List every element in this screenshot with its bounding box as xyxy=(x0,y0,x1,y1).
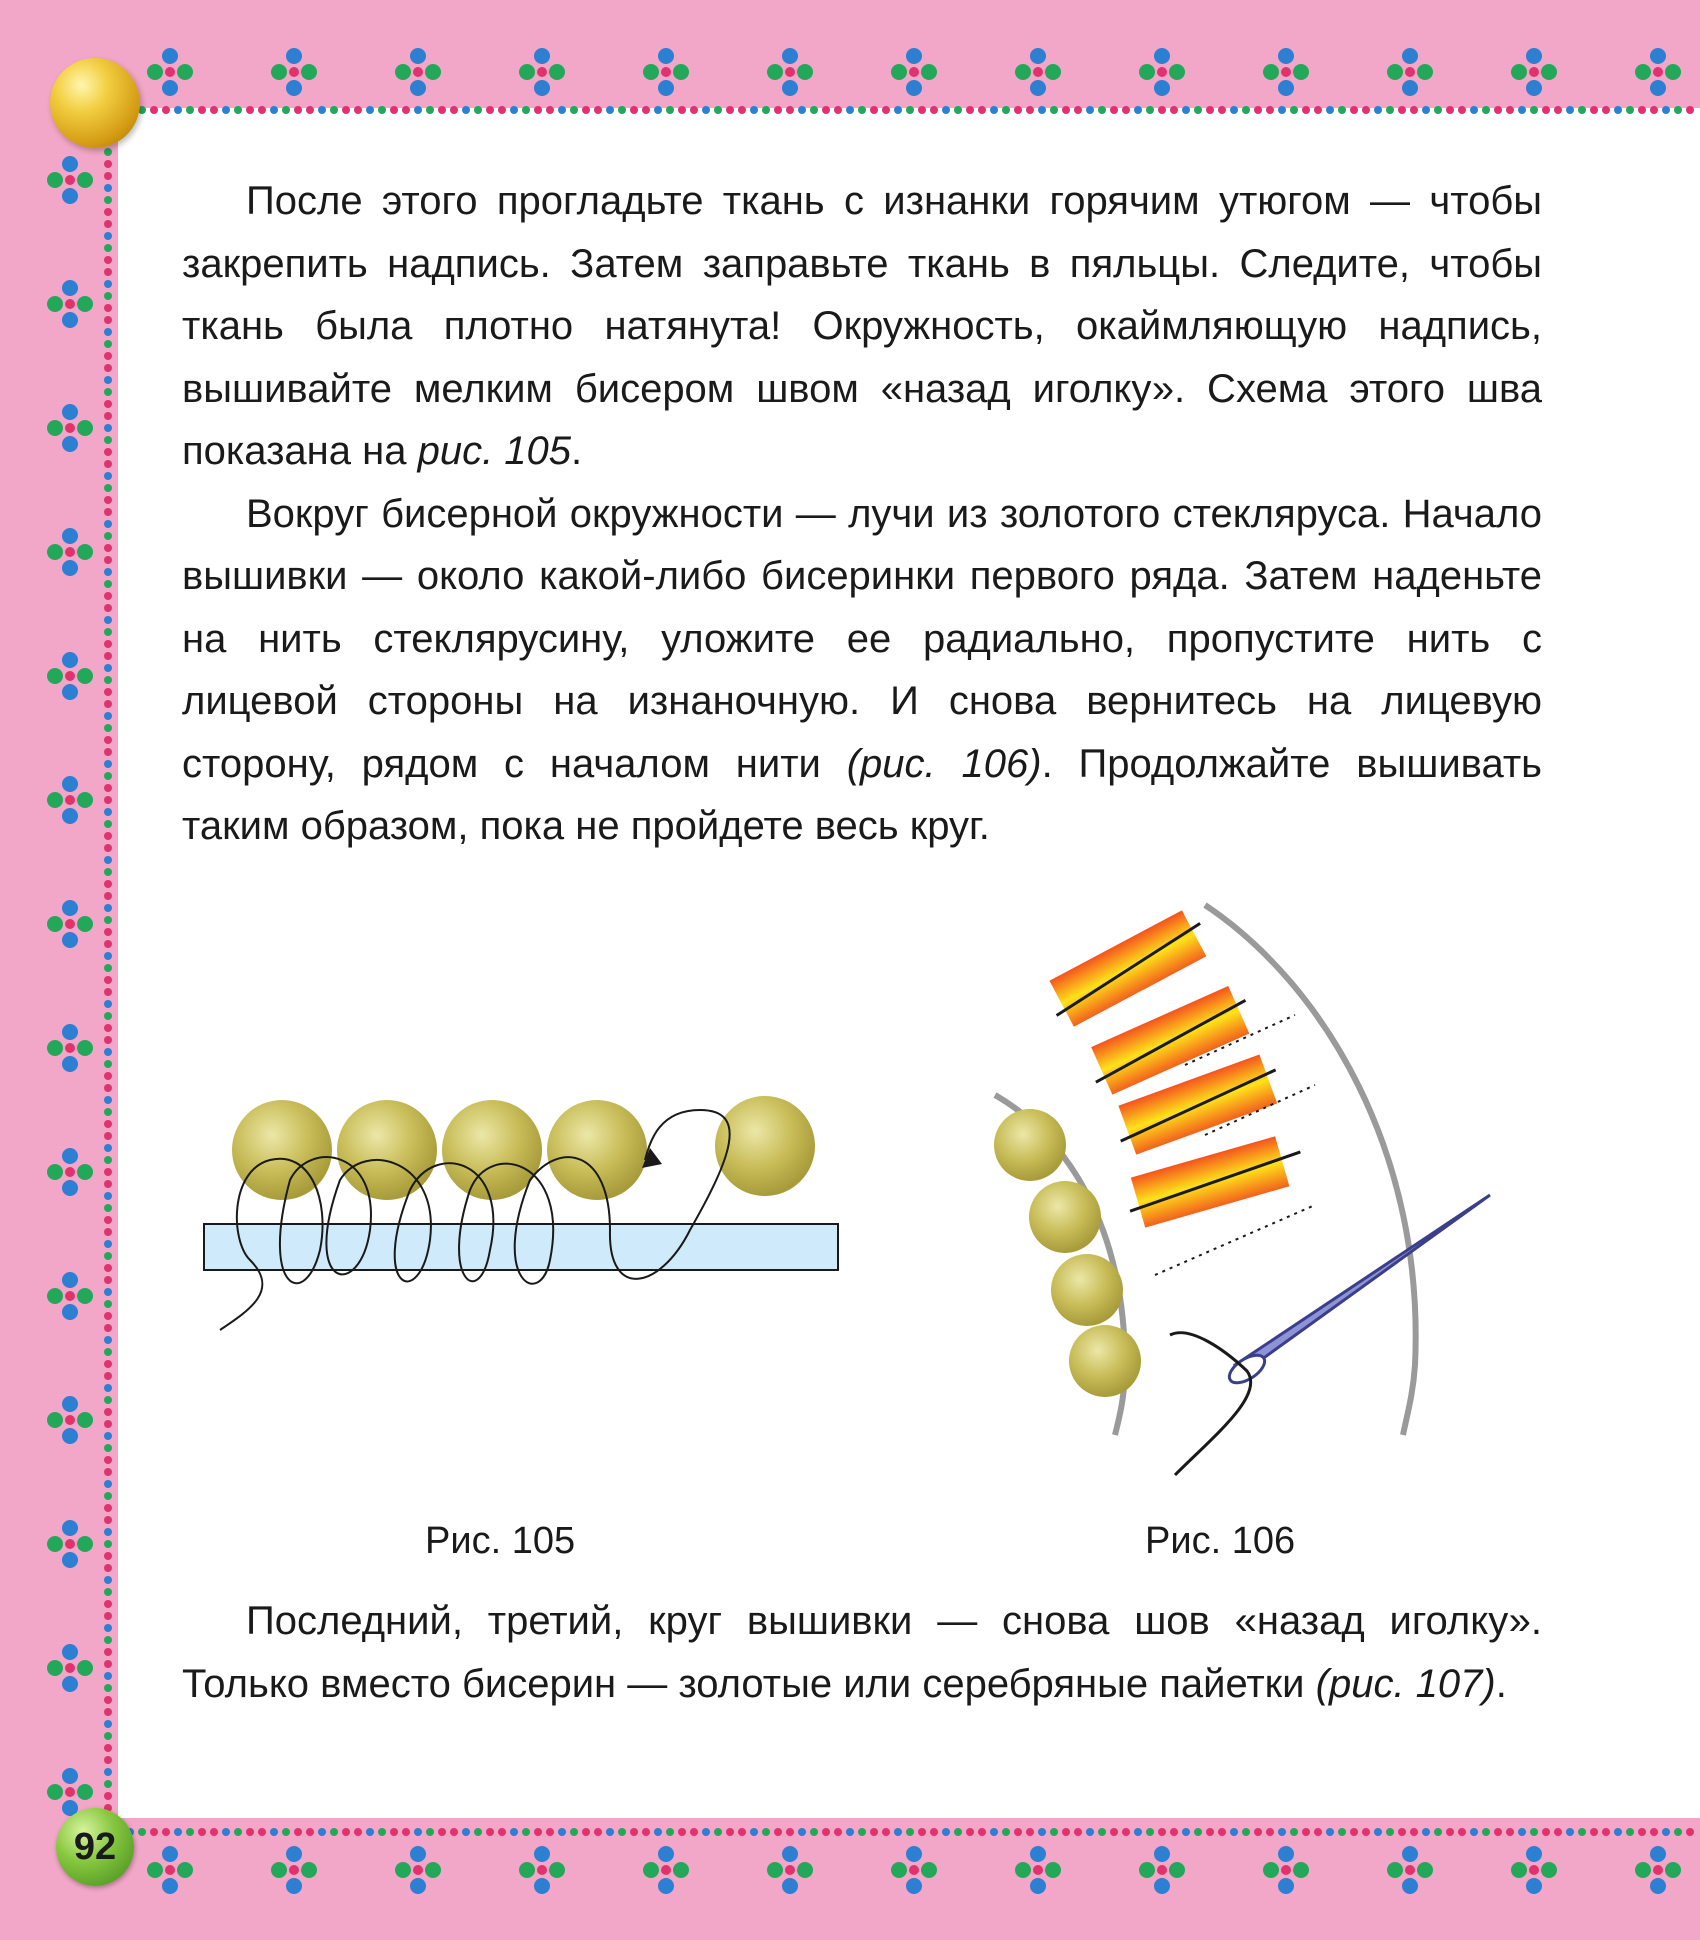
bead xyxy=(1069,1325,1141,1397)
corner-gold-bead xyxy=(50,58,140,148)
paragraph-1: После этого прогладьте ткань с изнанки горячим утюгом — чтобы закрепить надпись. Затем заправьте ткань в пяльцы. Следите, чтобы ткань была плотно натянута! Окружность, окаймляющую надпись, вышивайте мелким бисером швом «назад иголку». Схема этого шва показана на рис. 105. xyxy=(182,179,1542,473)
fabric-strip xyxy=(204,1224,838,1270)
caption-fig-105: Рис. 105 xyxy=(425,1520,576,1562)
ref-fig-107: (рис. 107) xyxy=(1315,1661,1496,1706)
bead xyxy=(547,1100,647,1200)
bead xyxy=(1051,1254,1123,1326)
bead xyxy=(232,1100,332,1200)
paragraph-3: Последний, третий, круг вышивки — снова шов «назад иголку». Только вместо бисерин — золотые или серебряные пайетки (рис. 107). xyxy=(182,1599,1542,1706)
bead-border-left xyxy=(40,120,130,1820)
text-block-top xyxy=(182,170,1542,858)
page-number: 92 xyxy=(56,1808,134,1886)
bead xyxy=(715,1096,815,1196)
text-block-bottom xyxy=(182,1590,1542,1715)
bead xyxy=(994,1109,1066,1181)
bead-border-top xyxy=(110,40,1700,132)
figure-105-diagram xyxy=(190,1090,850,1350)
bead xyxy=(337,1100,437,1200)
bead xyxy=(1029,1181,1101,1253)
ref-fig-105: рис. 105 xyxy=(417,429,572,473)
bead-border-bottom xyxy=(110,1810,1700,1902)
ref-fig-106: (рис. 106) xyxy=(846,741,1042,786)
thread-path xyxy=(1170,1333,1251,1475)
paragraph-2: Вокруг бисерной окружности — лучи из золотого стеклярусa. Начало вышивки — около какой-либо бисеринки первого ряда. Затем наденьте на нить стеклярусину, уложите ее радиально, пропустите нить с лицевой стороны на изнаночную. И снова вернитесь на лицевую сторону, рядом с началом нити (рис. 106). Продолжайте вышивать таким образом, пока не пройдете весь круг. xyxy=(182,491,1542,848)
caption-fig-106: Рис. 106 xyxy=(1145,1520,1296,1562)
needle-icon xyxy=(1235,1195,1490,1375)
figure-106-diagram xyxy=(985,895,1505,1505)
